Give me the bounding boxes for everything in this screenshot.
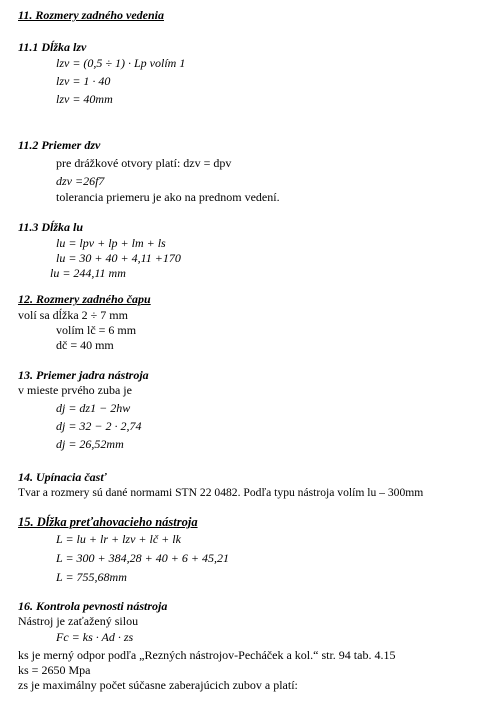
section-13-heading: 13. Priemer jadra nástroja (18, 368, 149, 382)
section-11-3-heading: 11.3 Dĺžka lu (18, 220, 84, 234)
text-lc-choice: volím lč = 6 mm (56, 323, 137, 337)
formula-lu-2: lu = 30 + 40 + 4,11 +170 (56, 251, 181, 265)
formula-lu-3: lu = 244,11 mm (50, 266, 126, 280)
text-zs-def: zs je maximálny počet súčasne zaberajúcich zubov a platí: (18, 678, 298, 692)
formula-dj-2: dj = 32 − 2 · 2,74 (56, 419, 142, 433)
text-first-tooth: v mieste prvého zuba je (18, 383, 132, 397)
section-11-heading: 11. Rozmery zadného vedenia (18, 8, 164, 22)
section-14-heading: 14. Upínacia časť (18, 470, 107, 484)
formula-lzv-2: lzv = 1 · 40 (56, 74, 111, 88)
section-16-heading: 16. Kontrola pevnosti nástroja (18, 599, 168, 613)
text-tool-load: Nástroj je zaťažený silou (18, 614, 139, 628)
section-15-heading: 15. Dĺžka preťahovacieho nástroja (18, 515, 198, 529)
text-ks-source: ks je merný odpor podľa „Rezných nástrojov-Pecháček a kol.“ str. 94 tab. 4.15 (18, 648, 396, 662)
text-ks-value: ks = 2650 Mpa (18, 663, 91, 677)
text-dc: dč = 40 mm (56, 338, 114, 352)
formula-L-1: L = lu + lr + lzv + lč + lk (56, 532, 181, 546)
text-tolerance: tolerancia priemeru je ako na prednom vedení. (56, 190, 280, 204)
text-clamping: Tvar a rozmery sú dané normami STN 22 0482. Podľa typu nástroja volím lu – 300mm (18, 486, 424, 499)
formula-lzv-1: lzv = (0,5 ÷ 1) · Lp volím 1 (56, 56, 186, 70)
formula-lu-1: lu = lpv + lp + lm + ls (56, 236, 166, 250)
formula-L-3: L = 755,68mm (56, 570, 127, 584)
formula-dj-1: dj = dz1 − 2hw (56, 401, 131, 415)
section-11-2-heading: 11.2 Priemer dzv (18, 138, 101, 152)
section-11-1-heading: 11.1 Dĺžka lzv (18, 40, 87, 54)
formula-Fc: Fc = ks · Ad · zs (56, 630, 134, 644)
formula-dzv: dzv =26f7 (56, 174, 105, 188)
text-dzv-rule: pre drážkové otvory platí: dzv = dpv (56, 156, 232, 170)
formula-L-2: L = 300 + 384,28 + 40 + 6 + 45,21 (56, 551, 229, 565)
formula-dj-3: dj = 26,52mm (56, 437, 124, 451)
section-12-heading: 12. Rozmery zadného čapu (18, 292, 151, 306)
formula-lzv-3: lzv = 40mm (56, 92, 113, 106)
text-length-range: volí sa dĺžka 2 ÷ 7 mm (18, 308, 128, 322)
